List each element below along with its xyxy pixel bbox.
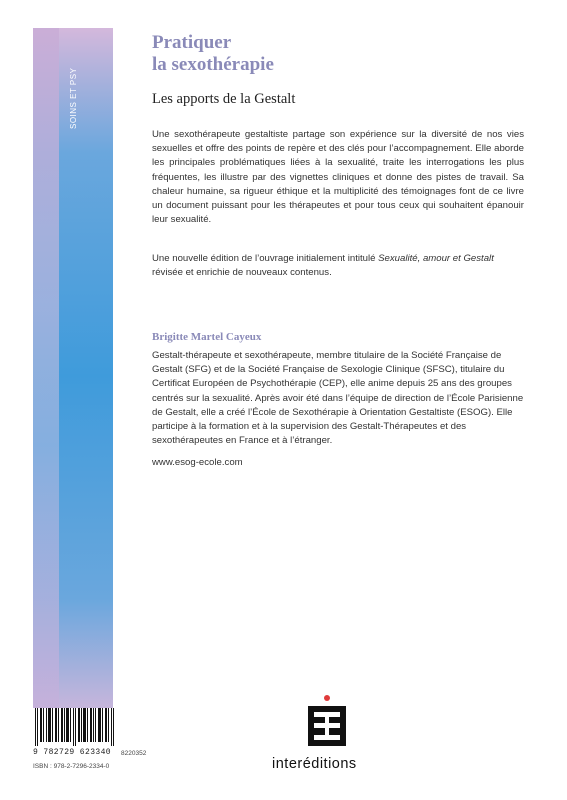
barcode-icon (35, 708, 117, 746)
description-para2-prefix: Une nouvelle édition de l’ouvrage initialement intitulé (152, 253, 379, 264)
author-website: www.esog-ecole.com (152, 457, 243, 468)
book-title-line2: la sexothérapie (152, 54, 274, 75)
original-title-italic: Sexualité, amour et Gestalt (378, 253, 494, 264)
description-paragraph-1: Une sexothérapeute gestaltiste partage son expérience sur la diversité de nos vies sexuelles et offre des points de repère et des clés pour l’accompagnement. Elle aborde les principales problématiques liées à la sexualité, traite les interrogations les plus fréquentes, les illustre par des vignettes cliniques et donne des pistes de travail. Sa chaleur humaine, sa rigueur éthique et la multiplicité des témoignages font de ce livre un document puissant pour les thérapeutes et pour tous ceux qui souhaitent épanouir leur sexualité. (152, 129, 524, 226)
isbn-text: ISBN : 978-2-7296-2334-0 (33, 763, 110, 770)
collection-label: SOINS ET PSY (69, 68, 78, 130)
publisher-name: interéditions (272, 756, 357, 772)
barcode-code: 8220352 (121, 750, 147, 757)
spine-band-left-stripe (33, 28, 59, 724)
author-name: Brigitte Martel Cayeux (152, 331, 262, 343)
spine-color-band (33, 28, 113, 724)
description-para2-suffix: révisée et enrichie de nouveaux contenus. (152, 267, 332, 279)
intereditions-logo-icon (305, 694, 349, 750)
book-title-line1: Pratiquer (152, 32, 232, 53)
author-bio: Gestalt-thérapeute et sexothérapeute, membre titulaire de la Société Française de Gestalt (SFG) et de la Société Française de Sexologie Clinique (SFSC), titulaire du Certificat Européen de Psychothérapie (CEP), elle anime depuis 25 ans des groupes centrés sur la sexualité. Après avoir été dans l’équipe de direction de l’École Parisienne de Gestalt, elle a créé l’École de Sexothérapie à Orientation Gestaltiste (ESOG). Elle participe à la formation et à la supervision des Gestalt-Thérapeutes et des sexothérapeutes en France et à l’étranger. (152, 350, 524, 447)
description-paragraph-2 (152, 252, 524, 280)
barcode-digits: 9 782729 623340 (33, 748, 112, 757)
book-title (152, 32, 274, 76)
book-subtitle: Les apports de la Gestalt (152, 91, 296, 107)
